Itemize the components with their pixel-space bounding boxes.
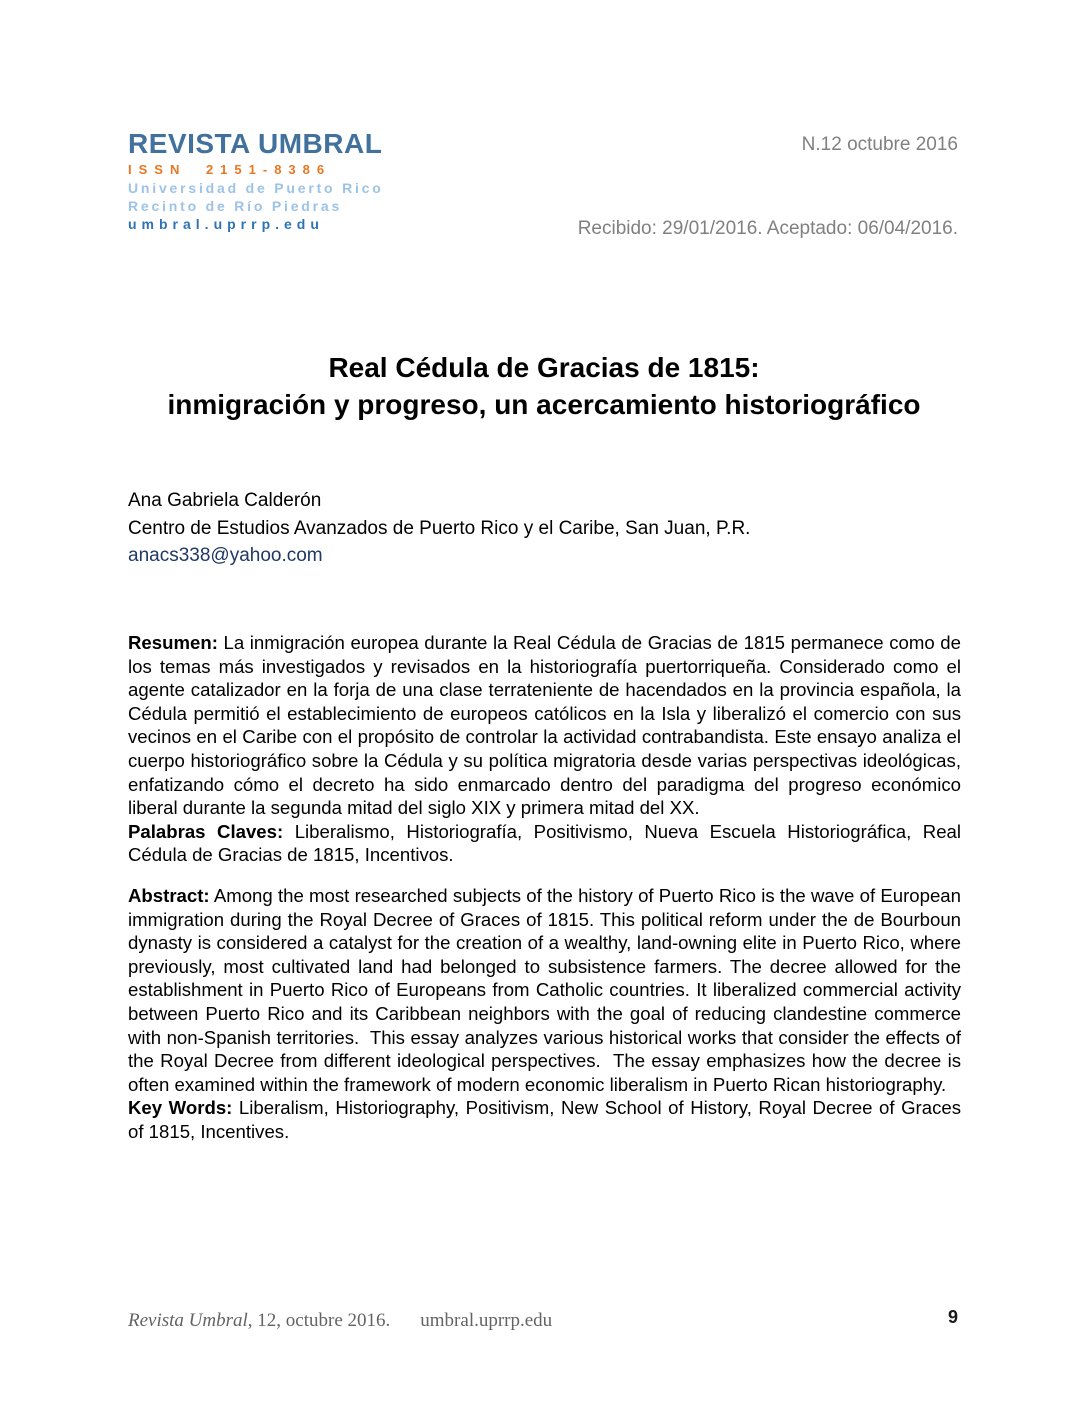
- footer-issue-info: , 12, octubre 2016.: [247, 1310, 391, 1331]
- author-name: Ana Gabriela Calderón: [128, 490, 322, 511]
- footer: [128, 1310, 552, 1332]
- key-words-text: Liberalism, Historiography, Positivism, New School of History, Royal Decree of Graces of 1815, Incentives.: [128, 1097, 962, 1142]
- resumen-paragraph: [128, 631, 961, 820]
- article-title-line2: inmigración y progreso, un acercamiento historiográfico: [167, 389, 921, 420]
- page-number: 9: [947, 1307, 958, 1327]
- resumen-label: Resumen:: [128, 632, 218, 653]
- issue-number: N.12 octubre 2016: [801, 134, 958, 155]
- journal-university: Universidad de Puerto Rico: [128, 180, 384, 196]
- key-words-label: Key Words:: [128, 1097, 233, 1119]
- article-title-line1: Real Cédula de Gracias de 1815:: [328, 352, 760, 383]
- footer-journal-name: Revista Umbral: [128, 1310, 248, 1331]
- abstract-label: Abstract:: [128, 884, 210, 906]
- journal-issn: ISSN 2151-8386: [128, 162, 332, 177]
- abstract-text: Among the most researched subjects of the history of Puerto Rico is the wave of European immigration during the Royal Decree of Graces of 1815. This political reform under the de Bourboun dynasty is considered a catalyst for the creation of a wealthy, land-owning elite in Puerto Rico, where previously, most cultivated land had belonged to subsistence farmers. The decree allowed for the establishment in Puerto Rico of Europeans from Catholic countries. It liberalized commercial activity between Puerto Rico and its Caribbean neighbors with the goal of reducing clandestine commerce with non-Spanish territories. This essay analyzes various historical works that consider the effects of the Royal Decree from different ideological perspectives. The essay emphasizes how the decree is often examined within the framework of modern economic liberalism in Puerto Rican historiography.: [128, 884, 961, 1095]
- received-accepted-dates: Recibido: 29/01/2016. Aceptado: 06/04/2016.: [577, 218, 958, 239]
- resumen-text: La inmigración europea durante la Real Cédula de Gracias de 1815 permanece como de los temas más investigados y revisados en la historiografía puertorriqueña. Considerado como el agente catalizador en la forja de una clase terrateniente de hacendados en la provincia española, la Cédula permitió el establecimiento de europeos católicos en la Isla y liberalizó el comercio con sus vecinos en el Caribe con el propósito de controlar la actividad contrabandista. Este ensayo analiza el cuerpo historiográfico sobre la Cédula y su política migratoria desde varias perspectivas ideológicas, enfatizando cómo el decreto ha sido enmarcado dentro del paradigma del progreso económico liberal durante la segunda mitad del siglo XIX y primera mitad del XX.: [128, 632, 961, 819]
- author-email-link[interactable]: anacs338@yahoo.com: [128, 545, 323, 566]
- journal-campus: Recinto de Río Piedras: [128, 198, 343, 214]
- palabras-claves-paragraph: [128, 820, 961, 867]
- article-title: [0, 349, 1088, 423]
- journal-logo: [128, 127, 384, 233]
- key-words-paragraph: [128, 1096, 961, 1143]
- author-affiliation: Centro de Estudios Avanzados de Puerto Rico y el Caribe, San Juan, P.R.: [128, 517, 751, 539]
- palabras-claves-label: Palabras Claves:: [128, 820, 284, 842]
- journal-logo-title: REVISTA UMBRAL: [128, 128, 383, 159]
- author-block: [128, 487, 750, 570]
- abstract-paragraph: [128, 884, 961, 1096]
- palabras-claves-text: Liberalismo, Historiografía, Positivismo, Nueva Escuela Historiográfica, Real Cédula de Gracias de 1815, Incentivos.: [128, 820, 962, 866]
- footer-website: umbral.uprrp.edu: [420, 1310, 553, 1331]
- abstract-section: [128, 631, 961, 1143]
- journal-website: umbral.uprrp.edu: [128, 216, 324, 232]
